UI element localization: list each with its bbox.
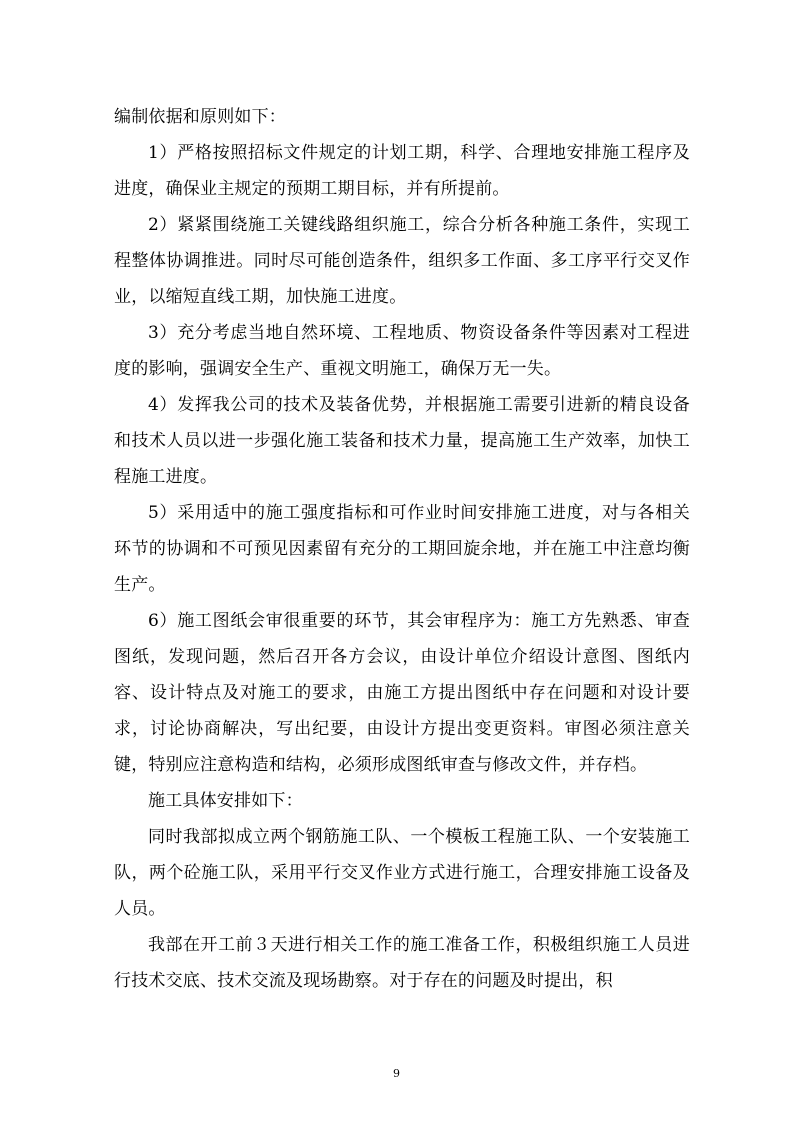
paragraph-teams: 同时我部拟成立两个钢筋施工队、一个模板工程施工队、一个安装施工队，两个砼施工队，采用平行交叉作业方式进行施工，合理安排施工设备及人员。: [114, 827, 690, 919]
paragraph-item-5: 5）采用适中的施工强度指标和可作业时间安排施工进度，对与各相关环节的协调和不可预见因素留有充分的工期回旋余地，并在施工中注意均衡生产。: [114, 503, 690, 595]
paragraph-preparation: 我部在开工前３天进行相关工作的施工准备工作，积极组织施工人员进行技术交底、技术交流及现场勘察。对于存在的问题及时提出，积: [114, 935, 690, 991]
paragraph-item-1: 1）严格按照招标文件规定的计划工期，科学、合理地安排施工程序及进度，确保业主规定的预期工期目标，并有所提前。: [114, 143, 690, 199]
paragraph-schedule-heading: 施工具体安排如下：: [148, 791, 303, 811]
paragraph-item-6: 6）施工图纸会审很重要的环节，其会审程序为：施工方先熟悉、审查图纸，发现问题，然后召开各方会议，由设计单位介绍设计意图、图纸内容、设计特点及对施工的要求，由施工方提出图纸中存在问题和对设计要求，讨论协商解决，写出纪要，由设计方提出变更资料。审图必须注意关键，特别应注意构造和结构，必须形成图纸审查与修改文件，并存档。: [114, 611, 690, 775]
paragraph-item-2: 2）紧紧围绕施工关键线路组织施工，综合分析各种施工条件，实现工程整体协调推进。同时尽可能创造条件，组织多工作面、多工序平行交叉作业，以缩短直线工期，加快施工进度。: [114, 215, 690, 307]
paragraph-item-4: 4）发挥我公司的技术及装备优势，并根据施工需要引进新的精良设备和技术人员以进一步强化施工装备和技术力量，提高施工生产效率，加快工程施工进度。: [114, 395, 690, 487]
paragraph-item-3: 3）充分考虑当地自然环境、工程地质、物资设备条件等因素对工程进度的影响，强调安全生产、重视文明施工，确保万无一失。: [114, 323, 690, 379]
body-text: [114, 99, 690, 999]
page-number: 9: [393, 1067, 400, 1080]
paragraph-intro: 编制依据和原则如下：: [114, 107, 286, 127]
